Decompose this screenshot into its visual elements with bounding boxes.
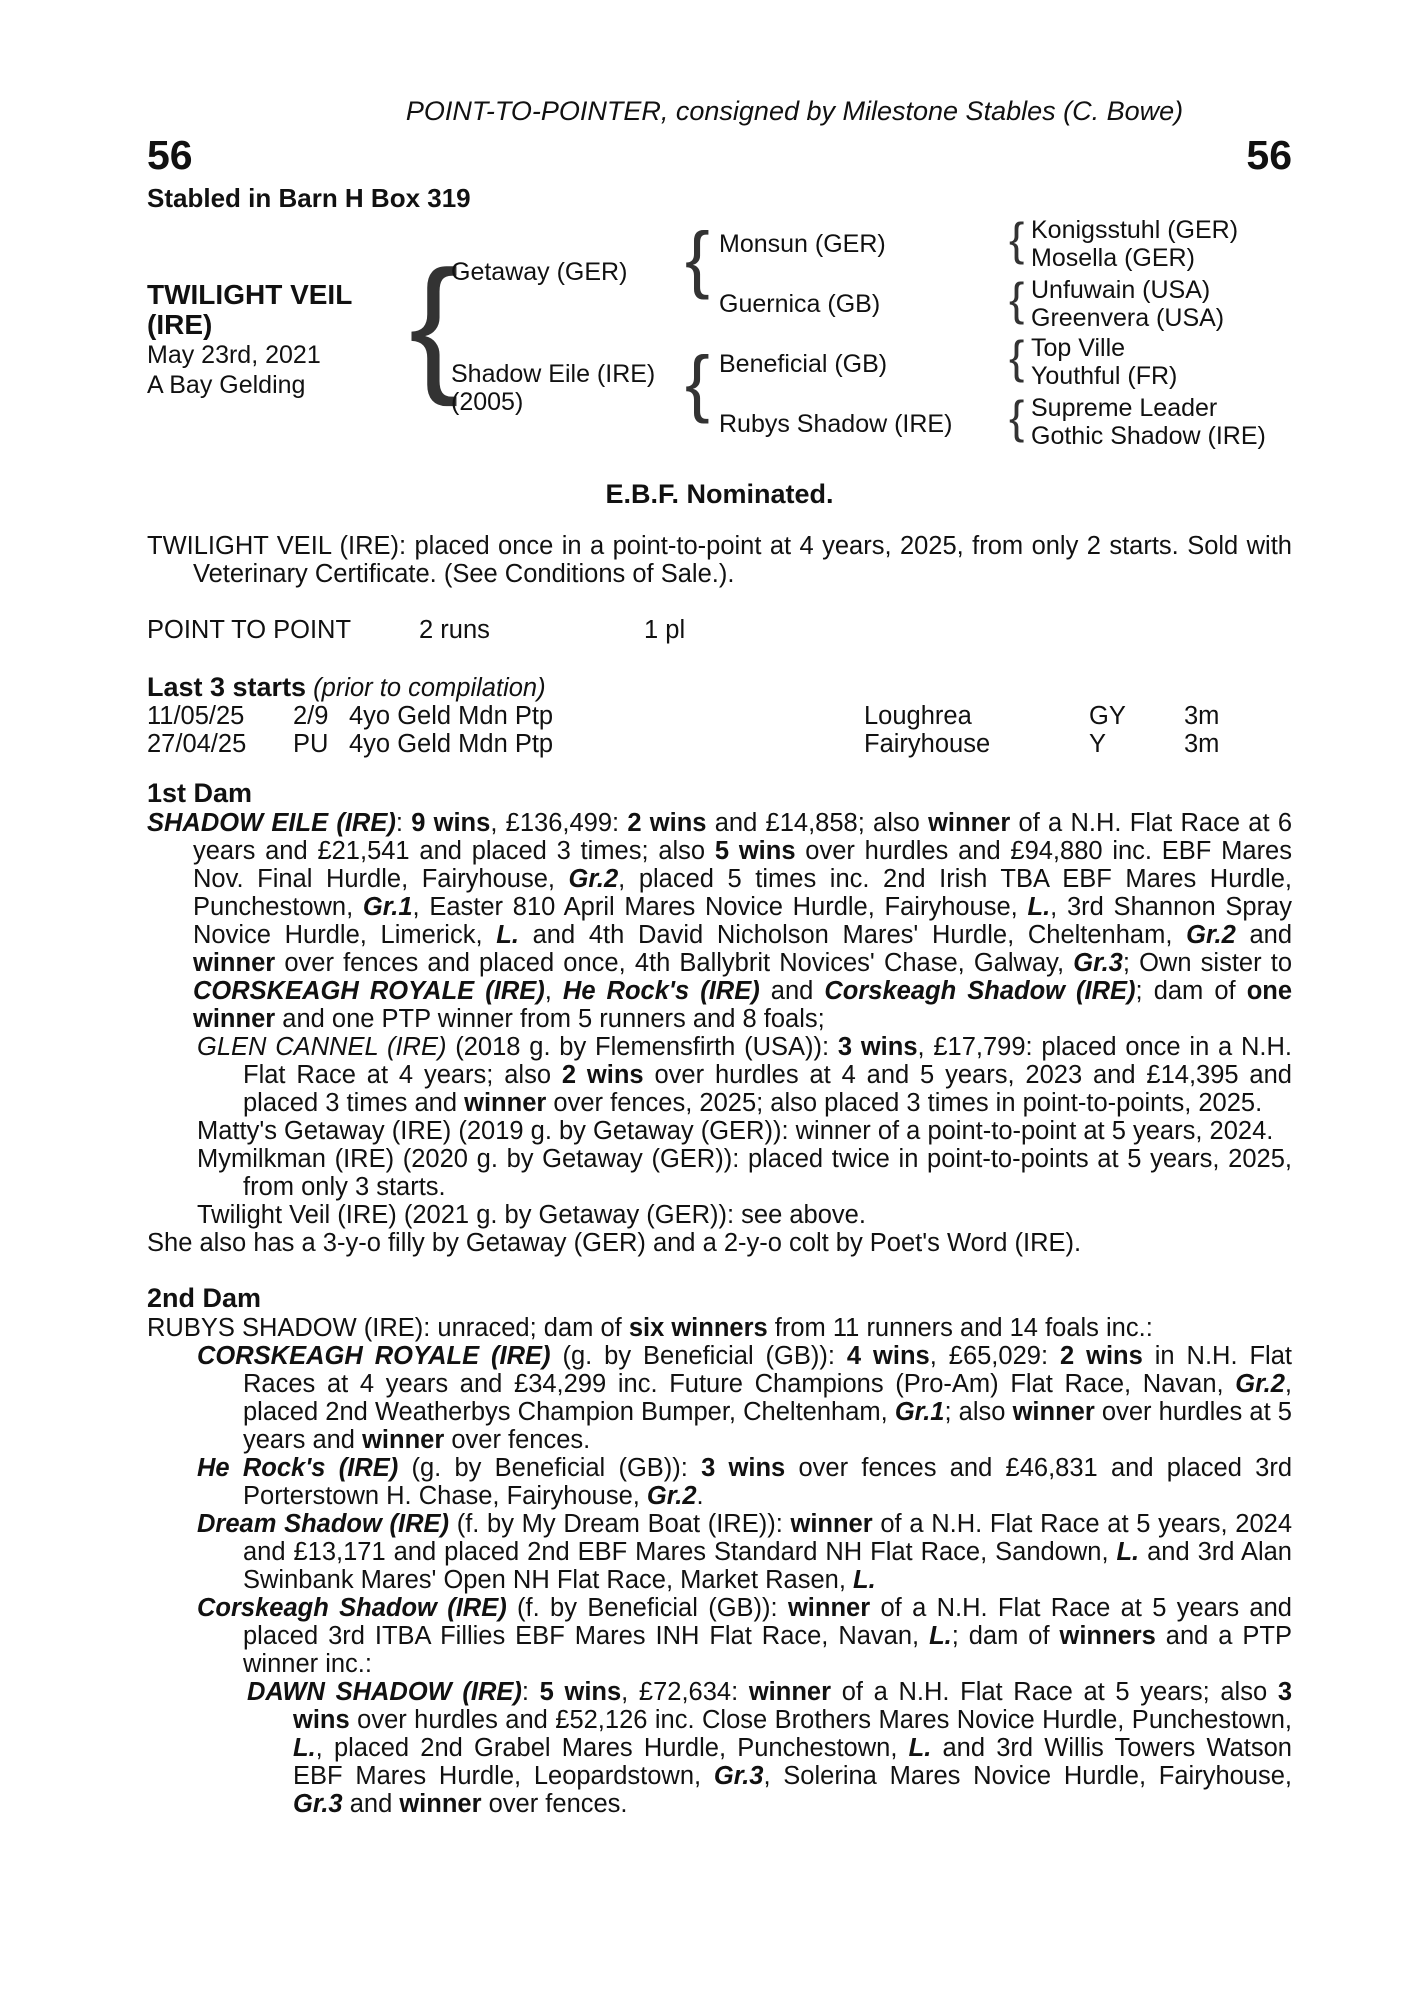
sire-dam: Guernica (GB) — [719, 290, 881, 318]
ptp-placed: 1 pl — [644, 616, 686, 644]
progeny-entry: Twilight Veil (IRE) (2021 g. by Getaway (GER)): see above. — [197, 1201, 866, 1229]
sire: Getaway (GER) — [451, 258, 628, 286]
second-dam-heading: 2nd Dam — [147, 1283, 262, 1313]
dam-sire-dam: Youthful (FR) — [1031, 362, 1178, 390]
dam-sire-sire: Top Ville — [1031, 334, 1126, 362]
consignor-header: POINT-TO-POINTER, consigned by Milestone Stables (C. Bowe) — [405, 96, 1184, 126]
first-dam-text: SHADOW EILE (IRE): 9 wins, £136,499: 2 wins and £14,858; also winner of a N.H. Flat Race at 6 years and £21,541 and placed 3 times; also 5 wins over hurdles and £94,880 inc. EBF Mares Nov. Final Hurdle, Fairyhouse, Gr.2, placed 5 times inc. 2nd Irish TBA EBF Mares Hurdle, Punchestown, Gr.1, Easter 810 April Mares Novice Hurdle, Fairyhouse, L., 3rd Shannon Spray Novice Hurdle, Limerick, L. and 4th David Nicholson Mares' Hurdle, Cheltenham, Gr.2 and winner over fences and placed once, 4th Ballybrit Novices' Chase, Galway, Gr.3; Own sister to CORSKEAGH ROYALE (IRE), He Rock's (IRE) and Corskeagh Shadow (IRE); dam of one winner and one PTP winner from 5 runners and 8 foals; — [147, 809, 1293, 1033]
sire-sire: Monsun (GER) — [719, 230, 886, 258]
brace-icon: { — [1009, 331, 1025, 383]
horse-name: TWILIGHT VEIL — [147, 279, 353, 310]
dam-sire: Beneficial (GB) — [719, 350, 888, 378]
brace-icon: { — [685, 341, 710, 424]
sire-dam-sire: Unfuwain (USA) — [1031, 276, 1211, 304]
lot-number-left: 56 — [147, 132, 193, 178]
table-row: 27/04/25 PU 4yo Geld Mdn Ptp Fairyhouse Y 3m — [147, 730, 1220, 758]
stabling-info: Stabled in Barn H Box 319 — [147, 183, 471, 213]
progeny-entry: Mymilkman (IRE) (2020 g. by Getaway (GER)): placed twice in point-to-points at 5 years, 2025, from only 3 starts. — [197, 1145, 1292, 1201]
sire-sire-dam: Mosella (GER) — [1031, 244, 1195, 272]
point-to-point-record — [147, 616, 1292, 645]
ptp-runs: 2 runs — [419, 616, 490, 644]
sire-dam-dam: Greenvera (USA) — [1031, 304, 1225, 332]
lot-number-right: 56 — [1246, 132, 1292, 178]
table-row: 11/05/25 2/9 4yo Geld Mdn Ptp Loughrea GY 3m — [147, 702, 1220, 730]
progeny-entry: DAWN SHADOW (IRE): 5 wins, £72,634: winner of a N.H. Flat Race at 5 years; also 3 wins over hurdles and £52,126 inc. Close Brothers Mares Novice Hurdle, Punchestown, L., placed 2nd Grabel Mares Hurdle, Punchestown, L. and 3rd Willis Towers Watson EBF Mares Hurdle, Leopardstown, Gr.3, Solerina Mares Novice Hurdle, Fairyhouse, Gr.3 and winner over fences. — [247, 1678, 1293, 1818]
horse-description: A Bay Gelding — [147, 371, 306, 399]
last-starts — [147, 673, 1292, 758]
brace-icon: { — [1009, 273, 1025, 325]
horse-name-country: (IRE) — [147, 309, 213, 340]
brace-icon: { — [1009, 213, 1025, 265]
brace-icon: { — [409, 239, 460, 407]
sire-sire-sire: Konigsstuhl (GER) — [1031, 216, 1239, 244]
last-starts-title: Last 3 starts (prior to compilation) — [147, 672, 546, 702]
horse-details — [147, 280, 352, 400]
dam: Shadow Eile (IRE) — [451, 360, 656, 388]
progeny-entry: Dream Shadow (IRE) (f. by My Dream Boat (IRE)): winner of a N.H. Flat Race at 5 years, 2024 and £13,171 and placed 2nd EBF Mares Standard NH Flat Race, Sandown, L. and 3rd Alan Swinbank Mares' Open NH Flat Race, Market Rasen, L. — [197, 1510, 1292, 1594]
summary-text: TWILIGHT VEIL (IRE): placed once in a point-to-point at 4 years, 2025, from only 2 starts. Sold with Veterinary Certificate. (See Conditions of Sale.). — [147, 532, 1292, 588]
dam-dam-dam: Gothic Shadow (IRE) — [1031, 422, 1266, 450]
ebf-nomination: E.B.F. Nominated. — [605, 479, 834, 509]
dam-dam: Rubys Shadow (IRE) — [719, 410, 953, 438]
progeny-entry: GLEN CANNEL (IRE) (2018 g. by Flemensfirth (USA)): 3 wins, £17,799: placed once in a N.H. Flat Race at 4 years; also 2 wins over hurdles at 4 and 5 years, 2023 and £14,395 and placed 3 times and winner over fences, 2025; also placed 3 times in point-to-points, 2025. — [197, 1033, 1292, 1117]
dam-year: (2005) — [451, 388, 524, 416]
first-dam-heading: 1st Dam — [147, 778, 253, 808]
brace-icon: { — [1009, 391, 1025, 443]
progeny-entry: Corskeagh Shadow (IRE) (f. by Beneficial (GB)): winner of a N.H. Flat Race at 5 years and placed 3rd ITBA Fillies EBF Mares INH Flat Race, Navan, L.; dam of winners and a PTP winner inc.: — [197, 1594, 1292, 1678]
dam-dam-sire: Supreme Leader — [1031, 394, 1218, 422]
progeny-entry: Matty's Getaway (IRE) (2019 g. by Getaway (GER)): winner of a point-to-point at 5 years, 2024. — [197, 1117, 1274, 1145]
foaling-date: May 23rd, 2021 — [147, 341, 321, 369]
progeny-entry: CORSKEAGH ROYALE (IRE) (g. by Beneficial (GB)): 4 wins, £65,029: 2 wins in N.H. Flat Races at 4 years and £34,299 inc. Future Champions (Pro-Am) Flat Race, Navan, Gr.2, placed 2nd Weatherbys Champion Bumper, Cheltenham, Gr.1; also winner over hurdles at 5 years and winner over fences. — [197, 1342, 1292, 1454]
lot-number-row — [147, 133, 1292, 177]
ptp-label: POINT TO POINT — [147, 616, 352, 644]
catalogue-page — [147, 96, 1292, 1818]
other-progeny-note: She also has a 3-y-o filly by Getaway (GER) and a 2-y-o colt by Poet's Word (IRE). — [147, 1229, 1082, 1257]
summary — [147, 532, 1292, 588]
brace-icon: { — [685, 217, 710, 300]
progeny-entry: He Rock's (IRE) (g. by Beneficial (GB)): 3 wins over fences and £46,831 and placed 3rd Porterstown H. Chase, Fairyhouse, Gr.2. — [197, 1454, 1293, 1510]
second-dam-text: RUBYS SHADOW (IRE): unraced; dam of six winners from 11 runners and 14 foals inc.: — [147, 1314, 1153, 1342]
pedigree-table — [147, 213, 1292, 475]
